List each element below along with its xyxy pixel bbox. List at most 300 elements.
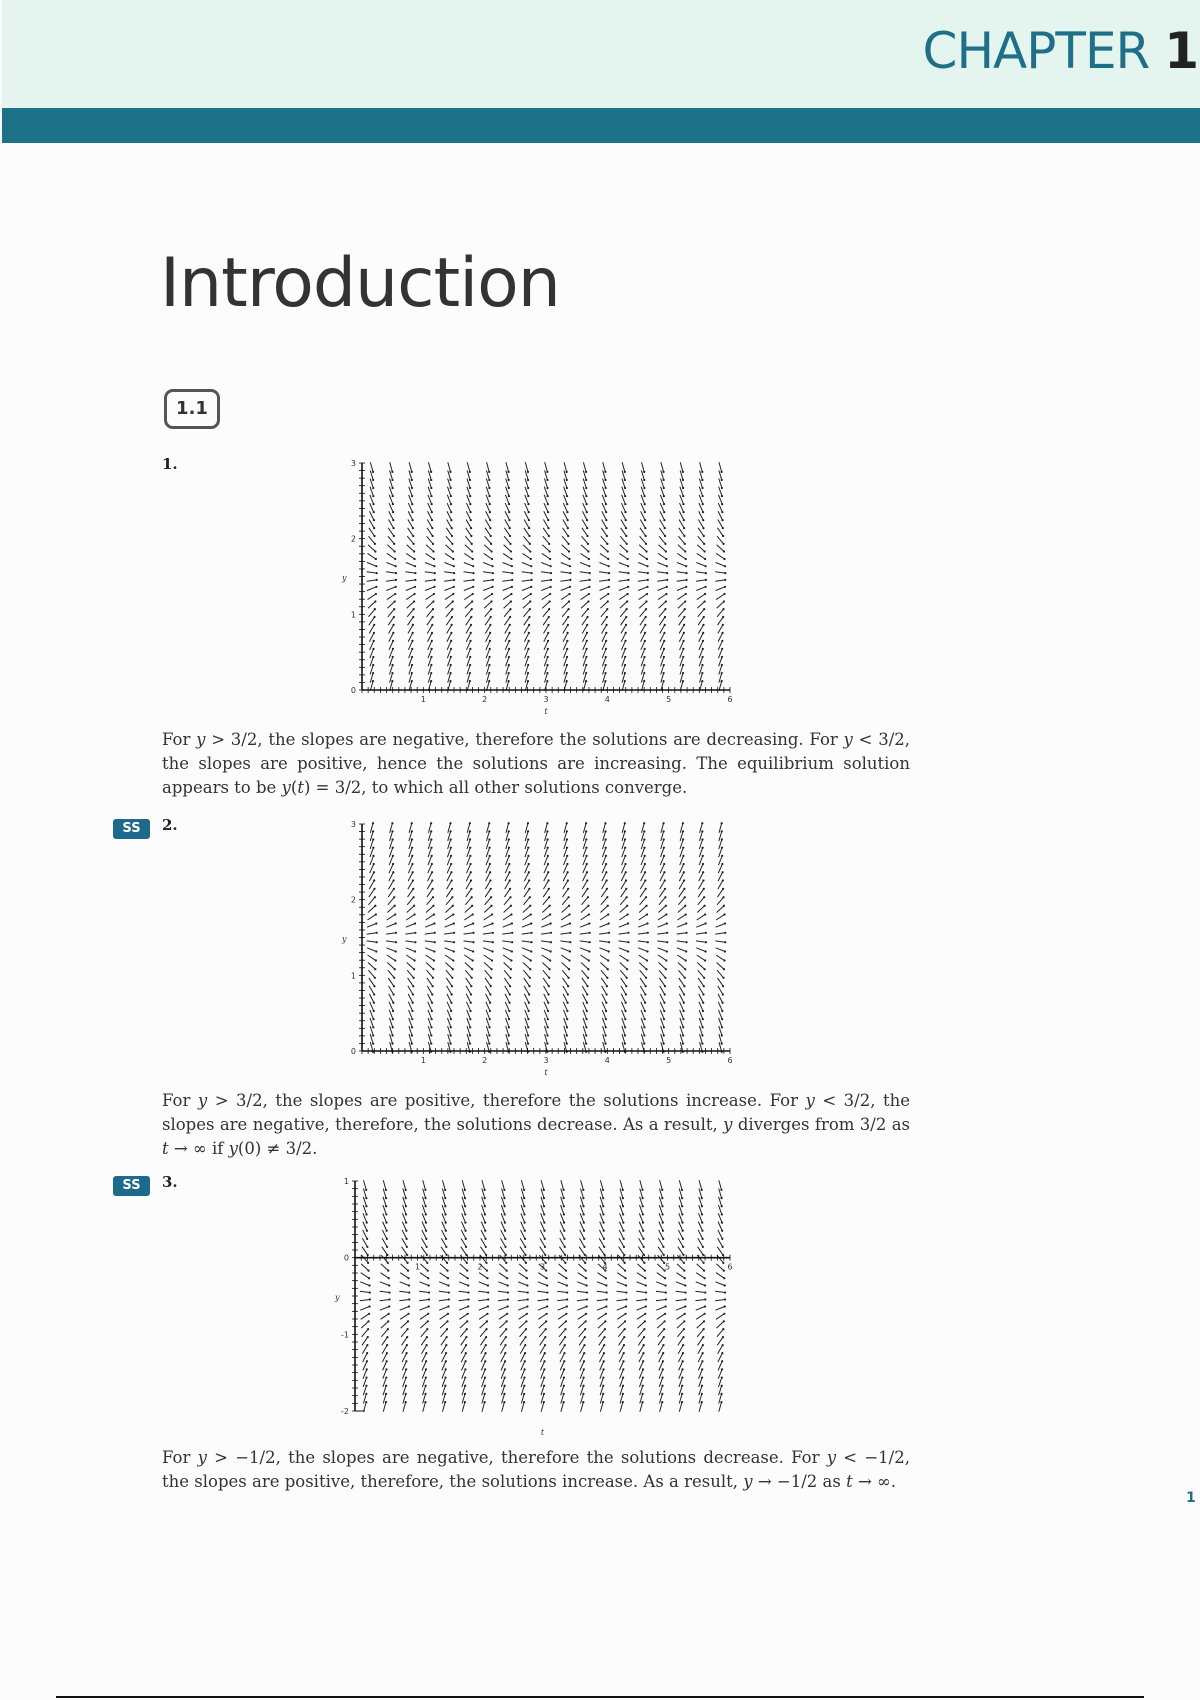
direction-arrowhead — [469, 822, 471, 824]
direction-arrowhead — [585, 1270, 587, 1272]
direction-arrowhead — [624, 1270, 626, 1272]
direction-arrowhead — [444, 1385, 446, 1387]
direction-arrowhead — [372, 680, 374, 682]
direction-arrowhead — [663, 847, 665, 849]
direction-arrow — [369, 978, 375, 986]
direction-arrowhead — [433, 593, 435, 595]
direction-arrowhead — [509, 543, 511, 545]
direction-arrow — [677, 941, 687, 942]
direction-arrowhead — [373, 616, 375, 618]
direction-arrowhead — [665, 1298, 667, 1300]
direction-arrowhead — [684, 968, 686, 970]
direction-arrowhead — [682, 656, 684, 658]
direction-arrowhead — [624, 640, 626, 642]
direction-arrow — [538, 1282, 547, 1286]
direction-arrowhead — [703, 1270, 705, 1272]
direction-arrowhead — [701, 838, 703, 840]
direction-arrow — [602, 994, 607, 1003]
direction-arrow — [504, 978, 510, 986]
direction-arrowhead — [511, 572, 513, 574]
direction-arrow — [620, 1180, 623, 1190]
direction-arrow — [715, 1282, 724, 1286]
direction-arrowhead — [426, 1246, 428, 1248]
direction-arrow — [541, 1402, 544, 1412]
direction-arrowhead — [664, 896, 666, 898]
text-run: > −1/2, the slopes are negative, therefore the solutions decrease. For — [206, 1448, 827, 1467]
direction-arrowhead — [450, 1043, 452, 1045]
direction-arrow — [717, 1337, 723, 1345]
direction-arrowhead — [582, 1401, 584, 1403]
direction-arrow — [382, 1337, 388, 1345]
chapter-label — [923, 22, 1198, 80]
direction-arrowhead — [701, 822, 703, 824]
direction-arrow — [563, 880, 568, 889]
direction-arrowhead — [642, 1238, 644, 1240]
direction-arrow — [599, 948, 608, 952]
direction-arrowhead — [550, 941, 552, 943]
direction-arrowhead — [544, 1352, 546, 1354]
direction-arrowhead — [451, 985, 453, 987]
direction-arrowhead — [682, 503, 684, 505]
direction-arrowhead — [465, 1238, 467, 1240]
direction-arrowhead — [661, 1385, 663, 1387]
direction-arrow — [388, 889, 394, 897]
direction-arrowhead — [623, 1344, 625, 1346]
direction-arrowhead — [645, 543, 647, 545]
direction-arrowhead — [488, 656, 490, 658]
direction-arrow — [659, 536, 665, 544]
direction-arrow — [541, 923, 550, 927]
direction-arrowhead — [684, 1284, 686, 1286]
direction-arrowhead — [626, 543, 628, 545]
direction-arrow — [387, 553, 395, 559]
direction-arrowhead — [374, 550, 376, 552]
direction-arrowhead — [701, 1360, 703, 1362]
direction-arrow — [483, 562, 492, 566]
direction-arrowhead — [372, 471, 374, 473]
direction-arrow — [419, 1282, 428, 1286]
direction-arrowhead — [664, 608, 666, 610]
text-run: ( — [290, 778, 298, 797]
direction-arrowhead — [683, 1002, 685, 1004]
direction-arrow — [562, 545, 569, 552]
direction-arrow — [541, 580, 551, 581]
direction-arrow — [577, 1291, 587, 1292]
direction-arrowhead — [444, 1205, 446, 1207]
direction-arrow — [658, 923, 667, 927]
direction-arrowhead — [623, 1238, 625, 1240]
direction-arrowhead — [503, 1401, 505, 1403]
direction-arrowhead — [644, 519, 646, 521]
direction-arrow — [660, 1402, 663, 1412]
direction-arrowhead — [589, 579, 591, 581]
direction-arrowhead — [569, 932, 571, 934]
direction-arrowhead — [683, 511, 685, 513]
direction-arrow — [639, 601, 646, 608]
direction-arrowhead — [645, 1298, 647, 1300]
direction-arrowhead — [662, 1368, 664, 1370]
direction-arrowhead — [682, 487, 684, 489]
direction-arrowhead — [544, 1238, 546, 1240]
direction-arrow — [659, 962, 666, 969]
direction-arrow — [656, 1291, 666, 1292]
direction-arrow — [498, 1291, 508, 1292]
direction-arrow — [542, 594, 550, 600]
direction-arrowhead — [642, 1213, 644, 1215]
direction-arrow — [717, 962, 724, 969]
direction-arrowhead — [365, 1376, 367, 1378]
direction-arrow — [580, 587, 589, 591]
direction-arrowhead — [508, 863, 510, 865]
direction-arrow — [444, 941, 454, 942]
direction-arrowhead — [393, 616, 395, 618]
direction-arrow — [601, 536, 607, 544]
direction-arrowhead — [702, 527, 704, 529]
direction-arrowhead — [523, 1189, 525, 1191]
direction-arrow — [447, 986, 452, 995]
direction-arrowhead — [447, 1277, 449, 1279]
direction-arrow — [445, 601, 452, 608]
direction-arrowhead — [563, 1238, 565, 1240]
direction-arrow — [600, 545, 607, 552]
direction-arrowhead — [506, 1320, 508, 1322]
direction-arrowhead — [491, 950, 493, 952]
direction-arrowhead — [624, 495, 626, 497]
direction-arrow — [581, 601, 588, 608]
direction-arrowhead — [644, 1277, 646, 1279]
direction-arrowhead — [566, 640, 568, 642]
direction-arrowhead — [529, 905, 531, 907]
direction-arrowhead — [625, 1284, 627, 1286]
direction-arrowhead — [464, 1385, 466, 1387]
direction-arrowhead — [643, 822, 645, 824]
direction-arrow — [407, 601, 414, 608]
direction-arrow — [717, 545, 724, 552]
direction-arrowhead — [721, 487, 723, 489]
direction-arrowhead — [682, 1230, 684, 1232]
direction-arrow — [420, 1264, 427, 1271]
direction-arrow — [484, 962, 491, 969]
direction-arrow — [541, 587, 550, 591]
direction-arrowhead — [589, 572, 591, 574]
direction-arrowhead — [365, 1401, 367, 1403]
y-tick-label: 1 — [350, 971, 356, 981]
direction-arrowhead — [430, 656, 432, 658]
direction-arrowhead — [588, 950, 590, 952]
direction-arrowhead — [685, 593, 687, 595]
direction-arrow — [602, 872, 607, 881]
direction-arrow — [380, 1314, 388, 1319]
direction-arrowhead — [723, 558, 725, 560]
direction-arrowhead — [548, 616, 550, 618]
direction-arrowhead — [507, 1298, 509, 1300]
direction-arrowhead — [405, 1376, 407, 1378]
direction-arrowhead — [445, 1360, 447, 1362]
direction-arrow — [618, 1329, 624, 1337]
direction-arrow — [400, 1306, 409, 1310]
direction-arrow — [678, 601, 685, 608]
direction-arrowhead — [431, 871, 433, 873]
direction-arrowhead — [724, 572, 726, 574]
direction-arrow — [562, 536, 568, 544]
direction-arrowhead — [411, 511, 413, 513]
direction-arrowhead — [432, 977, 434, 979]
direction-arrow — [639, 545, 646, 552]
direction-arrowhead — [490, 985, 492, 987]
direction-arrowhead — [663, 503, 665, 505]
direction-arrowhead — [426, 1328, 428, 1330]
direction-arrowhead — [425, 1360, 427, 1362]
direction-arrowhead — [385, 1197, 387, 1199]
direction-arrowhead — [375, 959, 377, 961]
direction-arrowhead — [508, 680, 510, 682]
direction-arrowhead — [583, 1238, 585, 1240]
direction-arrowhead — [464, 1360, 466, 1362]
direction-arrowhead — [405, 1360, 407, 1362]
direction-arrow — [559, 1264, 566, 1271]
direction-arrowhead — [701, 1230, 703, 1232]
direction-arrow — [388, 536, 394, 544]
direction-arrowhead — [644, 855, 646, 857]
direction-arrow — [407, 609, 413, 617]
direction-arrowhead — [470, 624, 472, 626]
direction-arrowhead — [605, 1305, 607, 1307]
direction-arrowhead — [567, 896, 569, 898]
direction-arrowhead — [721, 479, 723, 481]
direction-arrowhead — [366, 1230, 368, 1232]
direction-arrowhead — [372, 664, 374, 666]
direction-arrowhead — [527, 471, 529, 473]
direction-arrow — [581, 955, 589, 961]
direction-arrowhead — [372, 1018, 374, 1020]
direction-arrow — [401, 1329, 407, 1337]
y-tick-label: 2 — [350, 895, 356, 905]
direction-arrowhead — [543, 1376, 545, 1378]
direction-arrowhead — [606, 977, 608, 979]
direction-arrowhead — [510, 550, 512, 552]
direction-arrowhead — [645, 985, 647, 987]
direction-arrow — [599, 923, 608, 927]
direction-arrowhead — [366, 1352, 368, 1354]
direction-arrowhead — [622, 1222, 624, 1224]
direction-arrow — [485, 609, 491, 617]
direction-arrow — [401, 1337, 407, 1345]
direction-arrow — [578, 1314, 586, 1319]
direction-arrow — [408, 880, 413, 889]
direction-arrow — [717, 1247, 723, 1255]
direction-arrowhead — [564, 1246, 566, 1248]
direction-arrow — [621, 872, 626, 881]
direction-arrow — [465, 906, 472, 913]
direction-arrowhead — [527, 672, 529, 674]
direction-arrowhead — [450, 1002, 452, 1004]
direction-arrow — [580, 572, 590, 573]
direction-arrowhead — [604, 830, 606, 832]
direction-arrow — [699, 1402, 702, 1412]
direction-arrowhead — [528, 993, 530, 995]
direction-arrow — [441, 1255, 447, 1263]
direction-arrow — [425, 587, 434, 591]
direction-arrowhead — [703, 616, 705, 618]
direction-arrow — [459, 1306, 468, 1310]
direction-arrowhead — [372, 503, 374, 505]
page-number: 1 — [1186, 1490, 1196, 1506]
direction-arrowhead — [642, 1230, 644, 1232]
direction-arrowhead — [663, 632, 665, 634]
direction-arrowhead — [509, 993, 511, 995]
direction-arrowhead — [587, 550, 589, 552]
direction-arrowhead — [643, 1254, 645, 1256]
direction-arrow — [522, 572, 532, 573]
direction-arrow — [519, 1314, 527, 1319]
direction-arrowhead — [703, 896, 705, 898]
direction-arrow — [543, 609, 549, 617]
direction-arrow — [523, 970, 529, 978]
direction-arrowhead — [430, 838, 432, 840]
direction-arrow — [638, 580, 648, 581]
direction-arrowhead — [684, 608, 686, 610]
direction-arrowhead — [405, 1213, 407, 1215]
direction-arrowhead — [489, 855, 491, 857]
x-tick-label: 5 — [666, 695, 672, 704]
direction-arrow — [658, 948, 667, 952]
direction-arrowhead — [450, 519, 452, 521]
direction-arrow — [427, 889, 433, 897]
direction-arrow — [369, 994, 374, 1003]
direction-arrowhead — [589, 932, 591, 934]
direction-arrowhead — [530, 932, 532, 934]
direction-arrowhead — [373, 993, 375, 995]
direction-arrowhead — [393, 985, 395, 987]
direction-arrow — [498, 1306, 507, 1310]
direction-arrowhead — [645, 1305, 647, 1307]
direction-arrow — [408, 986, 413, 995]
direction-arrowhead — [543, 1385, 545, 1387]
direction-arrowhead — [625, 985, 627, 987]
x-axis-label: t — [544, 707, 548, 716]
direction-arrow — [580, 948, 589, 952]
direction-arrowhead — [469, 863, 471, 865]
direction-arrow — [465, 609, 471, 617]
direction-arrowhead — [549, 968, 551, 970]
direction-arrowhead — [489, 519, 491, 521]
direction-arrow — [367, 572, 377, 573]
direction-arrowhead — [529, 608, 531, 610]
direction-arrowhead — [625, 879, 627, 881]
direction-arrow — [368, 601, 375, 608]
direction-arrow — [558, 1282, 567, 1286]
direction-arrowhead — [395, 950, 397, 952]
direction-arrow — [484, 601, 491, 608]
direction-arrowhead — [724, 941, 726, 943]
direction-arrowhead — [467, 1298, 469, 1300]
direction-arrowhead — [413, 600, 415, 602]
direction-arrow — [383, 1180, 386, 1190]
direction-arrowhead — [606, 527, 608, 529]
direction-arrow — [408, 978, 414, 986]
direction-arrowhead — [450, 1018, 452, 1020]
direction-arrowhead — [663, 871, 665, 873]
direction-arrowhead — [426, 1254, 428, 1256]
direction-arrow — [541, 1180, 544, 1190]
direction-arrowhead — [365, 1213, 367, 1215]
footer-rule — [56, 1696, 1144, 1698]
direction-arrowhead — [683, 1270, 685, 1272]
direction-arrow — [582, 897, 588, 905]
direction-arrowhead — [605, 656, 607, 658]
direction-arrowhead — [365, 1189, 367, 1191]
direction-arrowhead — [627, 565, 629, 567]
direction-arrowhead — [525, 1336, 527, 1338]
direction-arrowhead — [414, 932, 416, 934]
direction-arrowhead — [704, 600, 706, 602]
direction-arrowhead — [663, 1018, 665, 1020]
direction-arrowhead — [469, 656, 471, 658]
direction-arrowhead — [605, 838, 607, 840]
direction-arrow — [638, 1329, 644, 1337]
direction-arrowhead — [643, 495, 645, 497]
direction-arrowhead — [450, 1026, 452, 1028]
direction-arrowhead — [602, 1368, 604, 1370]
direction-arrow — [464, 580, 474, 581]
direction-arrowhead — [586, 879, 588, 881]
direction-arrowhead — [426, 1262, 428, 1264]
direction-arrow — [717, 970, 723, 978]
direction-arrow — [639, 955, 647, 961]
direction-arrowhead — [625, 1305, 627, 1307]
direction-arrowhead — [544, 1246, 546, 1248]
direction-arrowhead — [586, 535, 588, 537]
direction-arrow — [716, 955, 724, 961]
direction-arrow — [446, 970, 452, 978]
direction-arrowhead — [626, 600, 628, 602]
direction-arrowhead — [372, 672, 374, 674]
direction-arrowhead — [661, 1393, 663, 1395]
direction-arrow — [562, 970, 568, 978]
direction-arrow — [656, 1282, 665, 1286]
direction-arrowhead — [662, 1238, 664, 1240]
direction-arrowhead — [566, 471, 568, 473]
direction-arrowhead — [367, 1270, 369, 1272]
direction-arrowhead — [665, 959, 667, 961]
direction-arrowhead — [702, 1002, 704, 1004]
x-tick-label: 4 — [604, 1056, 610, 1065]
direction-arrow — [523, 609, 529, 617]
direction-arrow — [578, 1321, 585, 1328]
direction-arrowhead — [386, 1336, 388, 1338]
direction-arrow — [466, 872, 471, 881]
direction-arrowhead — [587, 905, 589, 907]
direction-arrowhead — [433, 950, 435, 952]
direction-arrowhead — [489, 648, 491, 650]
direction-arrow — [660, 872, 665, 881]
direction-arrowhead — [645, 968, 647, 970]
direction-arrow — [540, 1337, 546, 1345]
direction-arrowhead — [584, 1254, 586, 1256]
direction-arrowhead — [588, 558, 590, 560]
direction-arrow — [697, 594, 705, 600]
direction-arrow — [445, 923, 454, 927]
direction-arrowhead — [665, 968, 667, 970]
direction-arrowhead — [488, 495, 490, 497]
direction-arrow — [522, 948, 531, 952]
direction-arrowhead — [487, 1291, 489, 1293]
direction-arrowhead — [702, 640, 704, 642]
direction-arrowhead — [724, 1305, 726, 1307]
direction-arrow — [480, 1247, 486, 1255]
direction-arrowhead — [484, 1213, 486, 1215]
direction-arrow — [597, 1299, 607, 1300]
